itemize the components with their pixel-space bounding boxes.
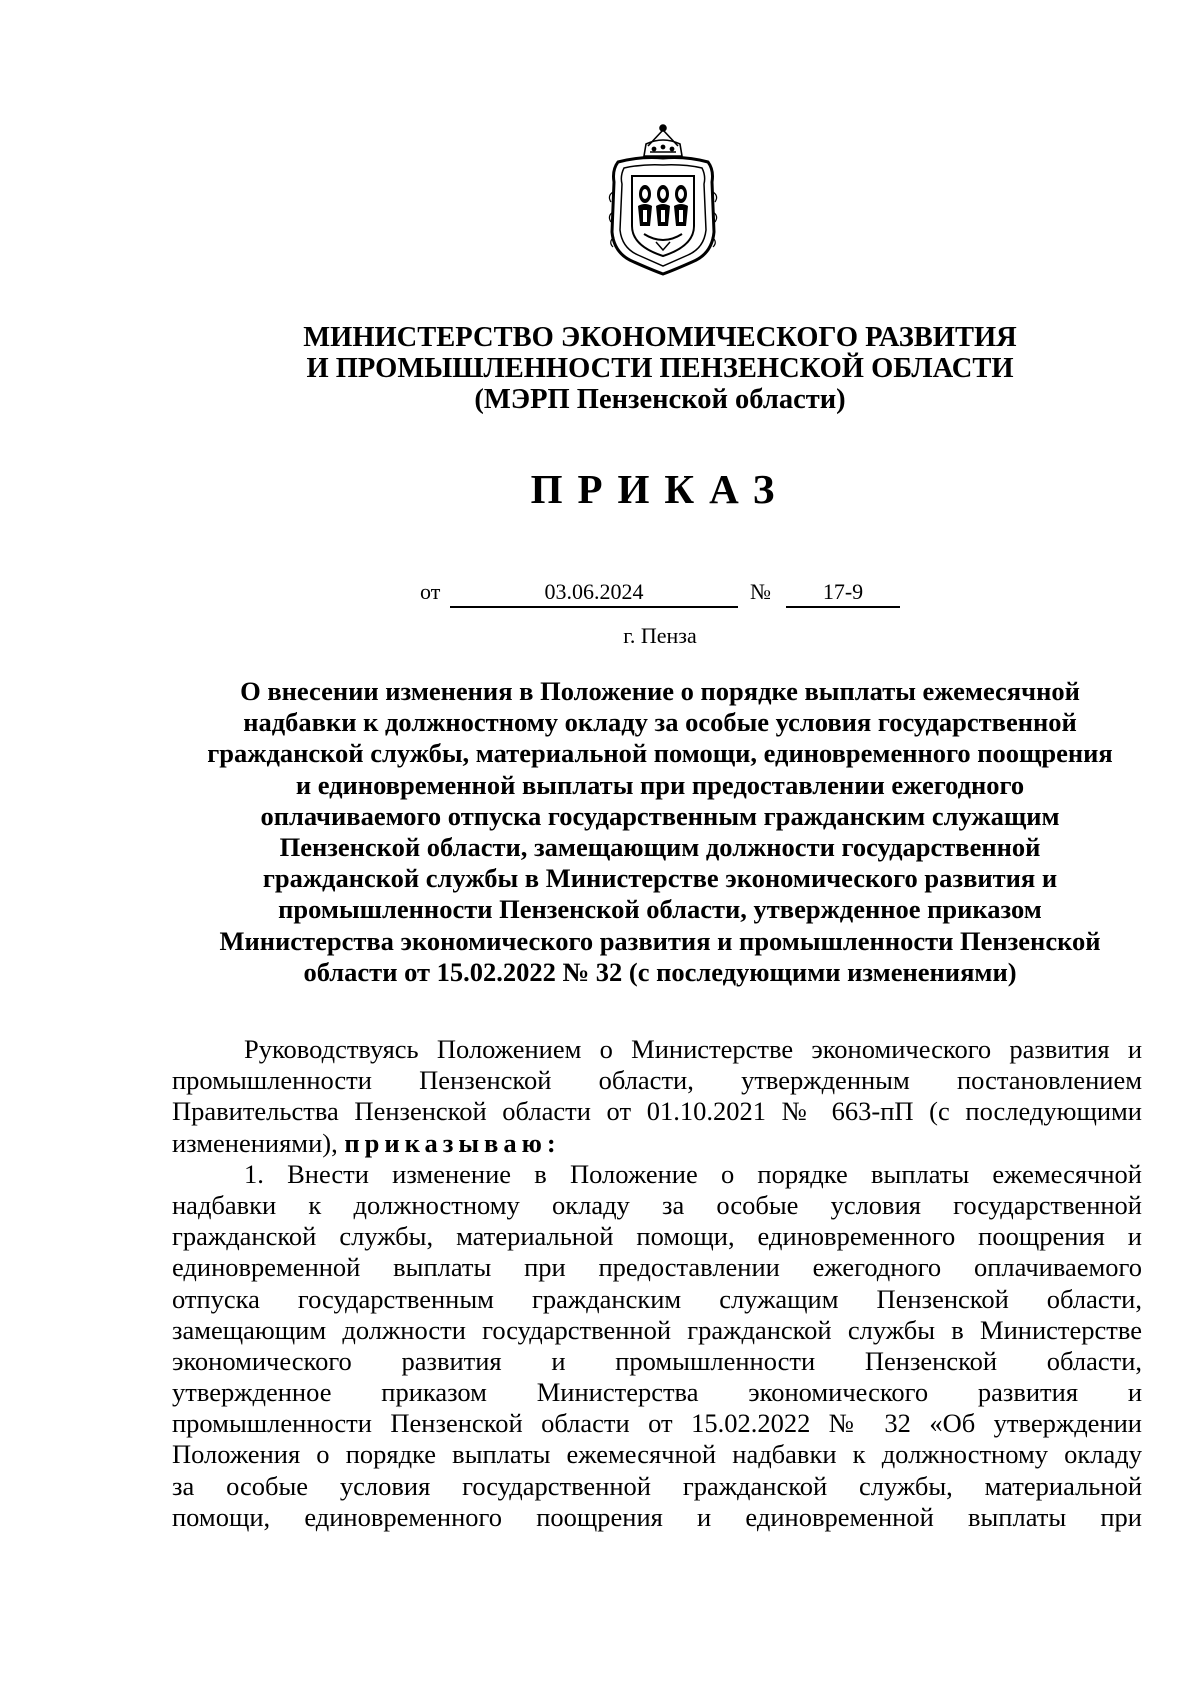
body-line: Положения о порядке выплаты ежемесячной надбавки к должностному окладу bbox=[172, 1439, 1142, 1470]
subject-line: области от 15.02.2022 № 32 (с последующими изменениями) bbox=[303, 956, 1017, 987]
document-body bbox=[172, 1034, 1142, 1533]
body-line: единовременной выплаты при предоставлении ежегодного оплачиваемого bbox=[172, 1252, 1142, 1283]
subject-line: Пензенской области, замещающим должности государственной bbox=[279, 832, 1041, 863]
body-line: утвержденное приказом Министерства экономического развития и bbox=[172, 1377, 1142, 1408]
body-line: промышленности Пензенской области от 15.02.2022 № 32 «Об утверждении bbox=[172, 1408, 1142, 1439]
body-line: Правительства Пензенской области от 01.10.2021 № 663-пП (с последующими bbox=[172, 1096, 1142, 1127]
date-label: от bbox=[420, 579, 441, 604]
subject-line: надбавки к должностному окладу за особые условия государственной bbox=[243, 707, 1077, 738]
body-line: промышленности Пензенской области, утвержденным постановлением bbox=[172, 1065, 1142, 1096]
body-line: замещающим должности государственной гражданской службы в Министерстве bbox=[172, 1314, 1142, 1345]
body-line: экономического развития и промышленности Пензенской области, bbox=[172, 1345, 1142, 1376]
subject-line: гражданской службы, материальной помощи, единовременного поощрения bbox=[207, 738, 1113, 769]
document-type-title: ПРИКАЗ bbox=[530, 466, 790, 512]
ministry-name-line-2: И ПРОМЫШЛЕННОСТИ ПЕНЗЕНСКОЙ ОБЛАСТИ bbox=[306, 353, 1014, 384]
coat-of-arms-emblem bbox=[604, 122, 722, 277]
ministry-name-line-1: МИНИСТЕРСТВО ЭКОНОМИЧЕСКОГО РАЗВИТИЯ bbox=[303, 322, 1017, 353]
clause-1-paragraph bbox=[172, 1159, 1142, 1533]
document-number: 17-9 bbox=[786, 578, 900, 608]
ministry-abbreviation: (МЭРП Пензенской области) bbox=[474, 384, 846, 415]
document-date: 03.06.2024 bbox=[450, 578, 738, 608]
ministry-header bbox=[150, 322, 1170, 415]
body-line bbox=[172, 1128, 1142, 1159]
body-line: гражданской службы, материальной помощи, единовременного поощрения и bbox=[172, 1221, 1142, 1252]
order-word: приказываю: bbox=[344, 1127, 561, 1158]
body-line: помощи, единовременного поощрения и единовременной выплаты при bbox=[172, 1501, 1142, 1532]
date-number-line bbox=[420, 578, 900, 610]
number-label: № bbox=[750, 579, 771, 604]
subject-line: Министерства экономического развития и промышленности Пензенской bbox=[219, 925, 1101, 956]
body-line: отпуска государственным гражданским служащим Пензенской области, bbox=[172, 1283, 1142, 1314]
preamble-paragraph bbox=[172, 1034, 1142, 1159]
document-subject bbox=[160, 676, 1160, 988]
body-line: надбавки к должностному окладу за особые условия государственной bbox=[172, 1189, 1142, 1220]
subject-line: О внесении изменения в Положение о порядке выплаты ежемесячной bbox=[240, 676, 1080, 706]
subject-line: промышленности Пензенской области, утвержденное приказом bbox=[278, 894, 1042, 925]
preamble-tail-text: изменениями), bbox=[172, 1127, 345, 1158]
city-label: г. Пенза bbox=[623, 623, 697, 648]
subject-line: гражданской службы в Министерстве экономического развития и bbox=[262, 863, 1058, 894]
subject-line: оплачиваемого отпуска государственным гражданским служащим bbox=[260, 800, 1060, 831]
body-line: за особые условия государственной гражданской службы, материальной bbox=[172, 1470, 1142, 1501]
body-line: Руководствуясь Положением о Министерстве экономического развития и bbox=[244, 1034, 1142, 1064]
subject-line: и единовременной выплаты при предоставлении ежегодного bbox=[295, 769, 1025, 800]
body-line: 1. Внести изменение в Положение о порядке выплаты ежемесячной bbox=[244, 1158, 1142, 1189]
